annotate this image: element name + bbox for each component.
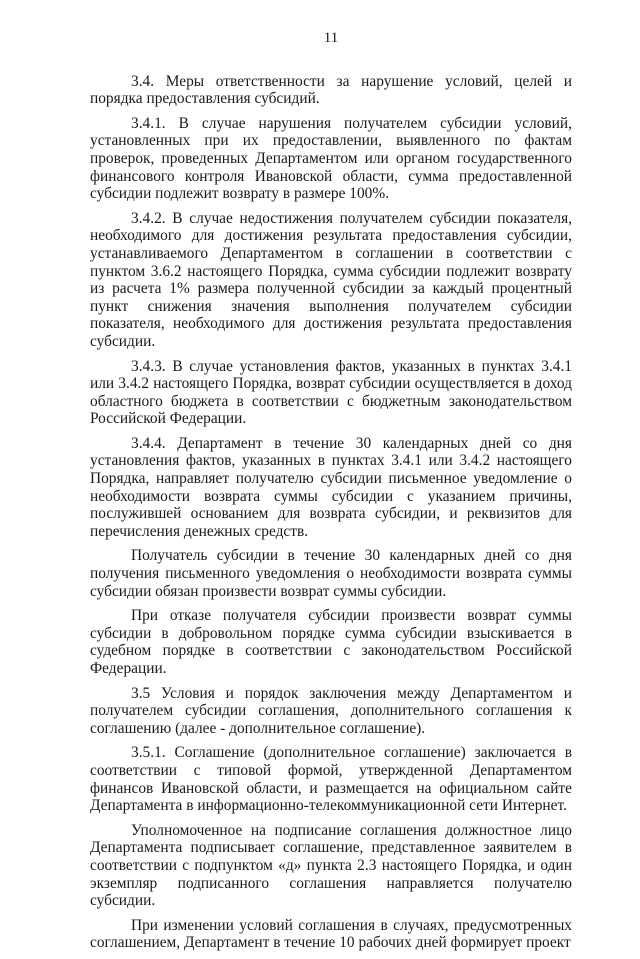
paragraph-3-4-4: 3.4.4. Департамент в течение 30 календарных дней со дня установления фактов, указанных в пунктах 3.4.1 или 3.4.2 настоящего Порядка, направляет получателю субсидии письменное уведомление о необходимости возврата суммы субсидии с указанием причины, послужившей основанием для возврата субсидии, и реквизитов для перечисления денежных средств. bbox=[90, 434, 572, 540]
paragraph-refusal: При отказе получателя субсидии произвести возврат суммы субсидии в добровольном порядке сумма субсидии взыскивается в судебном порядке в соответствии с законодательством Российской Федерации. bbox=[90, 607, 572, 677]
paragraph-3-4: 3.4. Меры ответственности за нарушение условий, целей и порядка предоставления субсидий. bbox=[90, 72, 572, 108]
paragraph-3-4-2: 3.4.2. В случае недостижения получателем субсидии показателя, необходимого для достижения результата предоставления субсидии, устанавливаемого Департаментом в соглашении в соответствии с пунктом 3.6.2 настоящего Порядка, сумма субсидии подлежит возврату из расчета 1% размера полученной субсидии за каждый процентный пункт снижения значения выполнения получателем субсидии показателя, необходимого для достижения результата предоставления субсидии. bbox=[90, 209, 572, 350]
page-number: 11 bbox=[323, 30, 339, 46]
paragraph-authorized-official: Уполномоченное на подписание соглашения должностное лицо Департамента подписывает соглашение, представленное заявителем в соответствии с подпунктом «д» пункта 2.3 настоящего Порядка, и один экземпляр подписанного соглашения направляется получателю субсидии. bbox=[90, 821, 572, 910]
document-page bbox=[90, 30, 572, 959]
paragraph-3-4-1: 3.4.1. В случае нарушения получателем субсидии условий, установленных при их предоставлении, выявленного по фактам проверок, проведенных Департаментом или органом государственного финансового контроля Ивановской области, сумма предоставленной субсидии подлежит возврату в размере 100%. bbox=[90, 114, 572, 203]
paragraph-3-5: 3.5 Условия и порядок заключения между Департаментом и получателем субсидии соглашения, дополнительного соглашения к соглашению (далее - дополнительное соглашение). bbox=[90, 684, 572, 737]
paragraph-recipient-return: Получатель субсидии в течение 30 календарных дней со дня получения письменного уведомления о необходимости возврата суммы субсидии обязан произвести возврат суммы субсидии. bbox=[90, 547, 572, 600]
paragraph-conditions-change: При изменении условий соглашения в случаях, предусмотренных соглашением, Департамент в течение 10 рабочих дней формирует проект bbox=[90, 916, 572, 952]
paragraph-3-4-3: 3.4.3. В случае установления фактов, указанных в пунктах 3.4.1 или 3.4.2 настоящего Порядка, возврат субсидии осуществляется в доход областного бюджета в соответствии с бюджетным законодательством Российской Федерации. bbox=[90, 357, 572, 428]
paragraph-3-5-1: 3.5.1. Соглашение (дополнительное соглашение) заключается в соответствии с типовой формой, утвержденной Департаментом финансов Ивановской области, и размещается на официальном сайте Департамента в информационно-телекоммуникационной сети Интернет. bbox=[90, 744, 572, 815]
